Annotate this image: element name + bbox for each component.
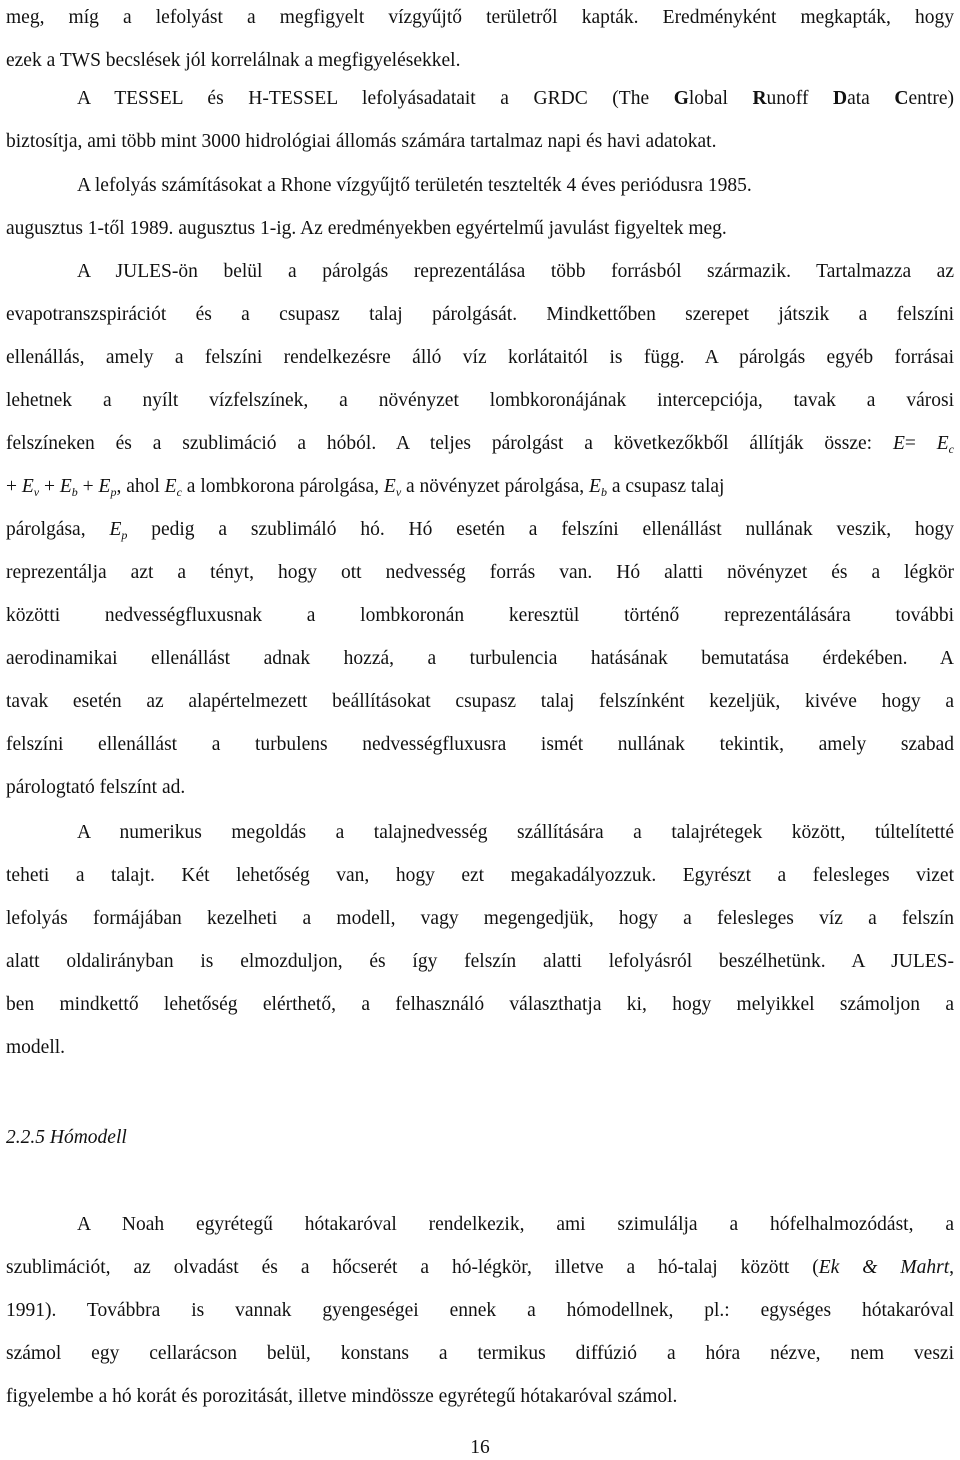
acronym-letter: D xyxy=(833,88,848,109)
text-line: A JULES-ön belül a párolgás reprezentálása több forrásból származik. Tartalmazza az xyxy=(77,261,954,282)
text-line: evapotranszspirációt és a csupasz talaj párolgását. Mindkettőben szerepet játszik a felszíni xyxy=(6,304,954,325)
text-span: a növényzet párolgása, xyxy=(401,476,590,497)
text-span: párolgása, xyxy=(6,519,110,540)
text-line: alatt oldalirányban is elmozduljon, és így felszín alatti lefolyásról beszélhetünk. A JULES- xyxy=(6,951,954,972)
text-line: teheti a talajt. Két lehetőség van, hogy ezt megakadályozzuk. Egyrészt a felesleges vizet xyxy=(6,865,954,886)
text-span: szublimációt, az olvadást és a hőcserét a hó-légkör, illetve a hó-talaj között ( xyxy=(6,1257,819,1278)
text-span: , xyxy=(949,1257,954,1278)
text-line xyxy=(6,475,954,499)
text-line: 1991). Továbbra is vannak gyengeségei ennek a hómodellnek, pl.: egységes hótakaróval xyxy=(6,1300,954,1321)
math-var: E xyxy=(164,476,177,497)
math-subscript: b xyxy=(71,485,78,499)
math-subscript: p xyxy=(121,528,128,542)
text-line: figyelembe a hó korát és porozitását, illetve mindössze egyrétegű hótakaróval számol. xyxy=(6,1386,678,1407)
text-line: közötti nedvességfluxusnak a lombkoronán keresztül történő reprezentálására további xyxy=(6,605,954,626)
text-line: A lefolyás számításokat a Rhone vízgyűjtő területén tesztelték 4 éves periódusra 1985. xyxy=(77,175,752,196)
text-line: biztosítja, ami több mint 3000 hidrológiai állomás számára tartalmaz napi és havi adatokat. xyxy=(6,131,717,152)
math-var: E xyxy=(892,433,905,454)
acronym-letter: G xyxy=(673,88,689,109)
text-line xyxy=(6,1256,954,1280)
text-span: + xyxy=(82,476,99,497)
text-span: felszíneken és a szublimáció a hóból. A teljes párolgást a következőkből állítják össze: xyxy=(6,433,893,454)
math-subscript: c xyxy=(948,442,954,456)
math-subscript: p xyxy=(110,485,117,499)
text-line: számol egy cellarácson belül, konstans a termikus diffúzió a hóra nézve, nem veszi xyxy=(6,1343,954,1364)
text-line: A numerikus megoldás a talajnedvesség szállítására a talajrétegek között, túltelítetté xyxy=(77,822,954,843)
text-span: + xyxy=(6,476,22,497)
text-line: reprezentálja azt a tényt, hogy ott nedvesség forrás van. Hó alatti növényzet és a légkör xyxy=(6,562,954,583)
text-line: felszíni ellenállást a turbulens nedvességfluxusra ismét nullának tekintik, amely szabad xyxy=(6,734,954,755)
text-line: tavak esetén az alapértelmezett beállításokat csupasz talaj felszínként kezeljük, kivéve hogy a xyxy=(6,691,954,712)
citation: Ek & Mahrt xyxy=(818,1257,950,1278)
text-line: ezek a TWS becslések jól korrelálnak a megfigyelésekkel. xyxy=(6,50,461,71)
math-subscript: c xyxy=(176,485,182,499)
text-line xyxy=(77,87,954,111)
text-line: ben mindkettő lehetőség elérthető, a felhasználó választhatja ki, hogy melyikkel számoljon a xyxy=(6,994,954,1015)
text-span: a csupasz talaj xyxy=(606,476,725,497)
math-subscript: b xyxy=(600,485,607,499)
text-span: A TESSEL és H-TESSEL lefolyásadatait a GRDC (The xyxy=(77,88,674,109)
math-var: E xyxy=(383,476,396,497)
acronym-letter: C xyxy=(894,88,909,109)
math-var: E xyxy=(21,476,34,497)
text-span: pedig a szublimáló hó. Hó esetén a felszíni ellenállást nullának veszik, hogy xyxy=(127,519,954,540)
page-number: 16 xyxy=(470,1437,490,1458)
text-line: ellenállás, amely a felszíni rendelkezésre álló víz korlátaitól is függ. A párolgás egyéb forrásai xyxy=(6,347,954,368)
text-line: augusztus 1-től 1989. augusztus 1-ig. Az eredményekben egyértelmű javulást figyeltek meg. xyxy=(6,218,727,239)
text-line: meg, míg a lefolyást a megfigyelt vízgyűjtő területről kapták. Eredményként megkapták, hogy xyxy=(6,7,954,28)
math-var: E xyxy=(109,519,122,540)
text-line: A Noah egyrétegű hótakaróval rendelkezik, ami szimulálja a hófelhalmozódást, a xyxy=(77,1214,954,1235)
text-line: párologtató felszínt ad. xyxy=(6,777,186,798)
text-line xyxy=(6,432,954,456)
text-line: modell. xyxy=(6,1037,66,1058)
text-span: = xyxy=(904,433,937,454)
math-var: E xyxy=(98,476,111,497)
text-line: aerodinamikai ellenállást adnak hozzá, a turbulencia hatásának bemutatása érdekében. A xyxy=(6,648,954,669)
text-span: entre) xyxy=(908,88,954,109)
text-span: + xyxy=(44,476,60,497)
math-var: E xyxy=(936,433,949,454)
math-var: E xyxy=(589,476,601,497)
text-span: ata xyxy=(847,88,895,109)
text-line: lehetnek a nyílt vízfelszínek, a növényzet lombkoronájának intercepciója, tavak a városi xyxy=(6,390,954,411)
text-line xyxy=(6,518,954,542)
math-subscript: v xyxy=(395,485,402,499)
text-span: unoff xyxy=(766,88,834,109)
text-line: lefolyás formájában kezelheti a modell, vagy megengedjük, hogy a felesleges víz a felszín xyxy=(6,908,954,929)
section-heading: 2.2.5 Hómodell xyxy=(6,1127,127,1148)
text-span: a lombkorona párolgása, xyxy=(181,476,384,497)
acronym-letter: R xyxy=(752,88,767,109)
text-span: , ahol xyxy=(116,476,165,497)
text-span: lobal xyxy=(688,88,753,109)
math-subscript: v xyxy=(33,485,40,499)
math-var: E xyxy=(59,476,72,497)
